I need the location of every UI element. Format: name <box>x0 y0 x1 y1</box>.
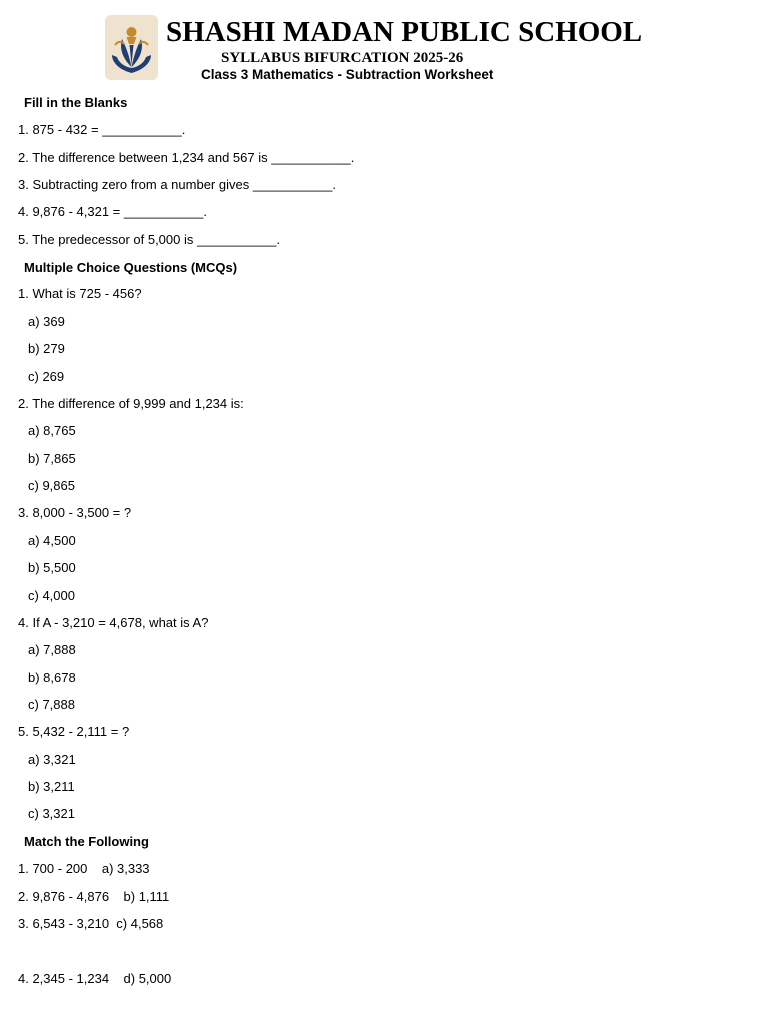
section-heading-match: Match the Following <box>24 834 149 849</box>
worksheet-title: Class 3 Mathematics - Subtraction Worksheet <box>201 67 494 82</box>
mcq-option: a) 3,321 <box>28 752 76 767</box>
match-item: 3. 6,543 - 3,210 c) 4,568 <box>18 916 164 931</box>
mcq-option: c) 3,321 <box>28 806 75 821</box>
fill-blank-item: 4. 9,876 - 4,321 = ___________. <box>18 204 208 219</box>
mcq-question: 1. What is 725 - 456? <box>18 286 142 301</box>
mcq-option: c) 4,000 <box>28 588 75 603</box>
mcq-option: a) 4,500 <box>28 533 76 548</box>
section-heading-fill-blanks: Fill in the Blanks <box>24 95 128 110</box>
mcq-option: b) 5,500 <box>28 560 76 575</box>
mcq-option: b) 279 <box>28 341 65 356</box>
mcq-option: c) 9,865 <box>28 478 75 493</box>
mcq-question: 5. 5,432 - 2,111 = ? <box>18 724 130 739</box>
fill-blank-item: 5. The predecessor of 5,000 is ___________. <box>18 232 281 247</box>
mcq-question: 4. If A - 3,210 = 4,678, what is A? <box>18 615 209 630</box>
mcq-option: b) 8,678 <box>28 670 76 685</box>
fill-blank-item: 2. The difference between 1,234 and 567 is ___________. <box>18 150 355 165</box>
section-heading-mcq: Multiple Choice Questions (MCQs) <box>24 260 238 275</box>
mcq-option: b) 7,865 <box>28 451 76 466</box>
match-item: 4. 2,345 - 1,234 d) 5,000 <box>18 971 172 986</box>
mcq-option: a) 369 <box>28 314 65 329</box>
match-item: 1. 700 - 200 a) 3,333 <box>18 861 150 876</box>
mcq-question: 3. 8,000 - 3,500 = ? <box>18 505 132 520</box>
syllabus-subtitle: SYLLABUS BIFURCATION 2025-26 <box>221 50 464 66</box>
match-item: 2. 9,876 - 4,876 b) 1,111 <box>18 889 170 904</box>
fill-blank-item: 3. Subtracting zero from a number gives ___________. <box>18 177 336 192</box>
school-name: SHASHI MADAN PUBLIC SCHOOL <box>166 16 643 48</box>
mcq-option: c) 269 <box>28 369 65 384</box>
mcq-option: a) 8,765 <box>28 423 76 438</box>
mcq-option: a) 7,888 <box>28 642 76 657</box>
fill-blank-item: 1. 875 - 432 = ___________. <box>18 122 186 137</box>
mcq-question: 2. The difference of 9,999 and 1,234 is: <box>18 396 244 411</box>
mcq-option: c) 7,888 <box>28 697 75 712</box>
mcq-option: b) 3,211 <box>28 779 75 794</box>
school-emblem-icon <box>105 15 158 80</box>
